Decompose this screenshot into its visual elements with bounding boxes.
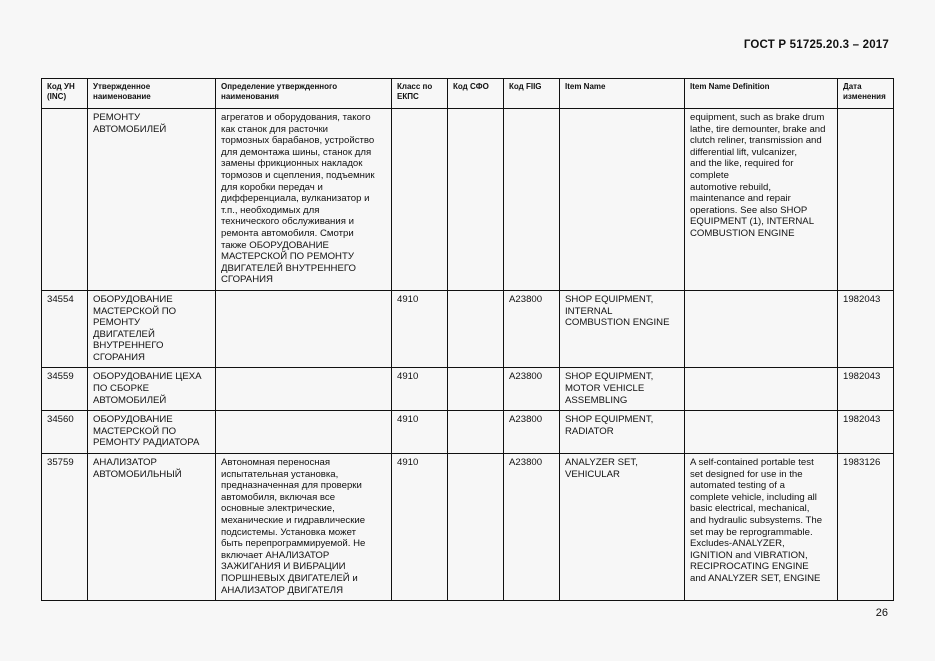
cell-item-definition: equipment, such as brake drum lathe, tire demounter, brake and clutch reliner, transmission and differential lift, vulcanizer, and the like, required for complete automotive rebuild, maintenance and repair operations. See also SHOP EQUIPMENT (1), INTERNAL COMBUSTION ENGINE [685, 109, 838, 291]
table-header-row [42, 79, 894, 109]
cell-date: 1983126 [838, 454, 894, 601]
page-number: 26 [875, 607, 888, 619]
document-header: ГОСТ Р 51725.20.3 – 2017 [743, 39, 889, 51]
column-header-definition: Определение утвержденного наименования [216, 79, 392, 109]
cell-fiig: A23800 [504, 368, 560, 411]
cell-name: РЕМОНТУ АВТОМОБИЛЕЙ [88, 109, 216, 291]
cell-item-name: SHOP EQUIPMENT, INTERNAL COMBUSTION ENGINE [560, 290, 685, 368]
cell-inc [42, 109, 88, 291]
cell-class: 4910 [392, 368, 448, 411]
cell-definition [216, 290, 392, 368]
table-row [42, 411, 894, 454]
cell-item-definition: A self-contained portable test set designed for use in the automated testing of a complete vehicle, including all basic electrical, mechanical, and hydraulic subsystems. The set may be reprogrammable. Excludes-ANALYZER, IGNITION and VIBRATION, RECIPROCATING ENGINE and ANALYZER SET, ENGINE [685, 454, 838, 601]
column-header-class: Класс по ЕКПС [392, 79, 448, 109]
column-header-item-name: Item Name [560, 79, 685, 109]
cell-class [392, 109, 448, 291]
cell-fiig [504, 109, 560, 291]
cell-item-name [560, 109, 685, 291]
cell-class: 4910 [392, 411, 448, 454]
cell-item-definition [685, 411, 838, 454]
cell-sfo [448, 454, 504, 601]
column-header-sfo: Код СФО [448, 79, 504, 109]
cell-date: 1982043 [838, 290, 894, 368]
table-row [42, 290, 894, 368]
column-header-date: Дата изменения [838, 79, 894, 109]
table-row [42, 454, 894, 601]
column-header-approved-name: Утвержденное наименование [88, 79, 216, 109]
cell-inc: 34560 [42, 411, 88, 454]
cell-date [838, 109, 894, 291]
cell-fiig: A23800 [504, 454, 560, 601]
table-row [42, 368, 894, 411]
cell-definition: Автономная переносная испытательная установка, предназначенная для проверки автомобиля, включая все основные электрические, механические и гидравлические подсистемы. Установка может быть перепрограммируемой. Не включает АНАЛИЗАТОР ЗАЖИГАНИЯ И ВИБРАЦИИ ПОРШНЕВЫХ ДВИГАТЕЛЕЙ и АНАЛИЗАТОР ДВИГАТЕЛЯ [216, 454, 392, 601]
cell-name: ОБОРУДОВАНИЕ МАСТЕРСКОЙ ПО РЕМОНТУ ДВИГАТЕЛЕЙ ВНУТРЕННЕГО СГОРАНИЯ [88, 290, 216, 368]
cell-item-name: SHOP EQUIPMENT, MOTOR VEHICLE ASSEMBLING [560, 368, 685, 411]
cell-item-name: ANALYZER SET, VEHICULAR [560, 454, 685, 601]
cell-inc: 34559 [42, 368, 88, 411]
cell-fiig: A23800 [504, 290, 560, 368]
column-header-inc: Код УН (INC) [42, 79, 88, 109]
cell-date: 1982043 [838, 368, 894, 411]
cell-item-definition [685, 368, 838, 411]
cell-name: ОБОРУДОВАНИЕ ЦЕХА ПО СБОРКЕ АВТОМОБИЛЕЙ [88, 368, 216, 411]
cell-sfo [448, 290, 504, 368]
column-header-fiig: Код FIIG [504, 79, 560, 109]
cell-class: 4910 [392, 454, 448, 601]
cell-definition [216, 411, 392, 454]
cell-sfo [448, 368, 504, 411]
catalog-table [41, 78, 894, 601]
cell-definition: агрегатов и оборудования, такого как станок для расточки тормозных барабанов, устройство для демонтажа шины, станок для замены фрикционных накладок тормозов и сцепления, подъемник для коробки передач и дифференциала, вулканизатор и т.п., необходимых для технического обслуживания и ремонта автомобиля. Смотри также ОБОРУДОВАНИЕ МАСТЕРСКОЙ ПО РЕМОНТУ ДВИГАТЕЛЕЙ ВНУТРЕННЕГО СГОРАНИЯ [216, 109, 392, 291]
cell-definition [216, 368, 392, 411]
cell-fiig: A23800 [504, 411, 560, 454]
cell-name: АНАЛИЗАТОР АВТОМОБИЛЬНЫЙ [88, 454, 216, 601]
cell-item-name: SHOP EQUIPMENT, RADIATOR [560, 411, 685, 454]
cell-name: ОБОРУДОВАНИЕ МАСТЕРСКОЙ ПО РЕМОНТУ РАДИАТОРА [88, 411, 216, 454]
cell-item-definition [685, 290, 838, 368]
cell-sfo [448, 109, 504, 291]
table-row [42, 109, 894, 291]
column-header-item-definition: Item Name Definition [685, 79, 838, 109]
cell-inc: 35759 [42, 454, 88, 601]
cell-inc: 34554 [42, 290, 88, 368]
cell-sfo [448, 411, 504, 454]
cell-class: 4910 [392, 290, 448, 368]
cell-date: 1982043 [838, 411, 894, 454]
